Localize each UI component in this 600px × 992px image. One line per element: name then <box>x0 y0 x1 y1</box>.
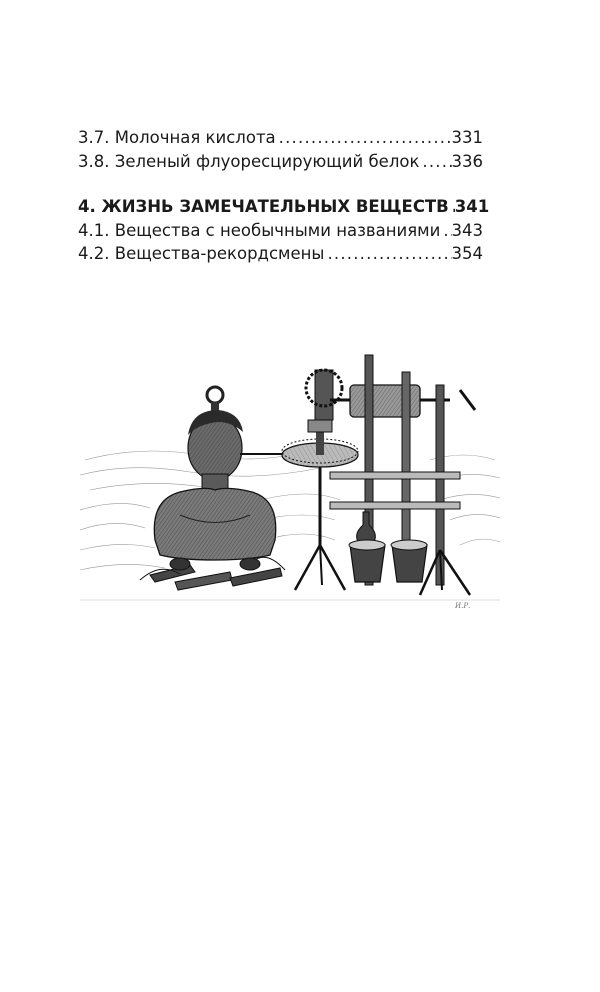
toc-leader-dots <box>324 242 451 266</box>
toc-entry-3-8 <box>78 150 483 174</box>
fire-logs <box>140 557 285 590</box>
toc-number: 3.7. <box>78 128 110 147</box>
toc-entry-4-1 <box>78 219 483 243</box>
toc-leader-dots <box>440 219 451 243</box>
toc-title: Молочная кислота <box>114 128 276 147</box>
toc-entry-3-7 <box>78 126 483 150</box>
toc-page-number: 331 <box>451 128 483 147</box>
toc-page-number: 343 <box>451 220 483 240</box>
pot-right-icon <box>391 540 427 582</box>
engraver-signature: И.Р. <box>455 602 471 610</box>
toc-page-number: 336 <box>451 151 483 171</box>
toc-entry-4-2 <box>78 242 483 266</box>
toc-number: 3.8. <box>78 151 110 171</box>
toc-title: Вещества с необычными названиями <box>114 220 441 240</box>
toc-number: 4. <box>78 197 96 216</box>
toc-page-number: 354 <box>451 244 483 263</box>
ring-icon <box>207 387 223 412</box>
toc-number: 4.1. <box>78 220 110 240</box>
toc-page-number: 341 <box>454 197 490 216</box>
engraving-illustration <box>80 350 500 612</box>
toc-leader-dots <box>276 126 452 150</box>
toc-leader-dots <box>419 150 451 174</box>
gear-icon <box>306 370 342 420</box>
toc-title: ЖИЗНЬ ЗАМЕЧАТЕЛЬНЫХ ВЕЩЕСТВ <box>101 197 449 216</box>
pot-left-icon <box>349 540 385 582</box>
toc-chapter-4 <box>78 195 490 219</box>
drum-axle <box>330 385 450 417</box>
bust-figure <box>154 410 285 560</box>
toc-title: Вещества-рекордсмены <box>114 244 325 263</box>
toc-number: 4.2. <box>78 244 110 263</box>
table-of-contents <box>78 126 490 266</box>
toc-title: Зеленый флуоресцирующий белок <box>114 151 420 171</box>
